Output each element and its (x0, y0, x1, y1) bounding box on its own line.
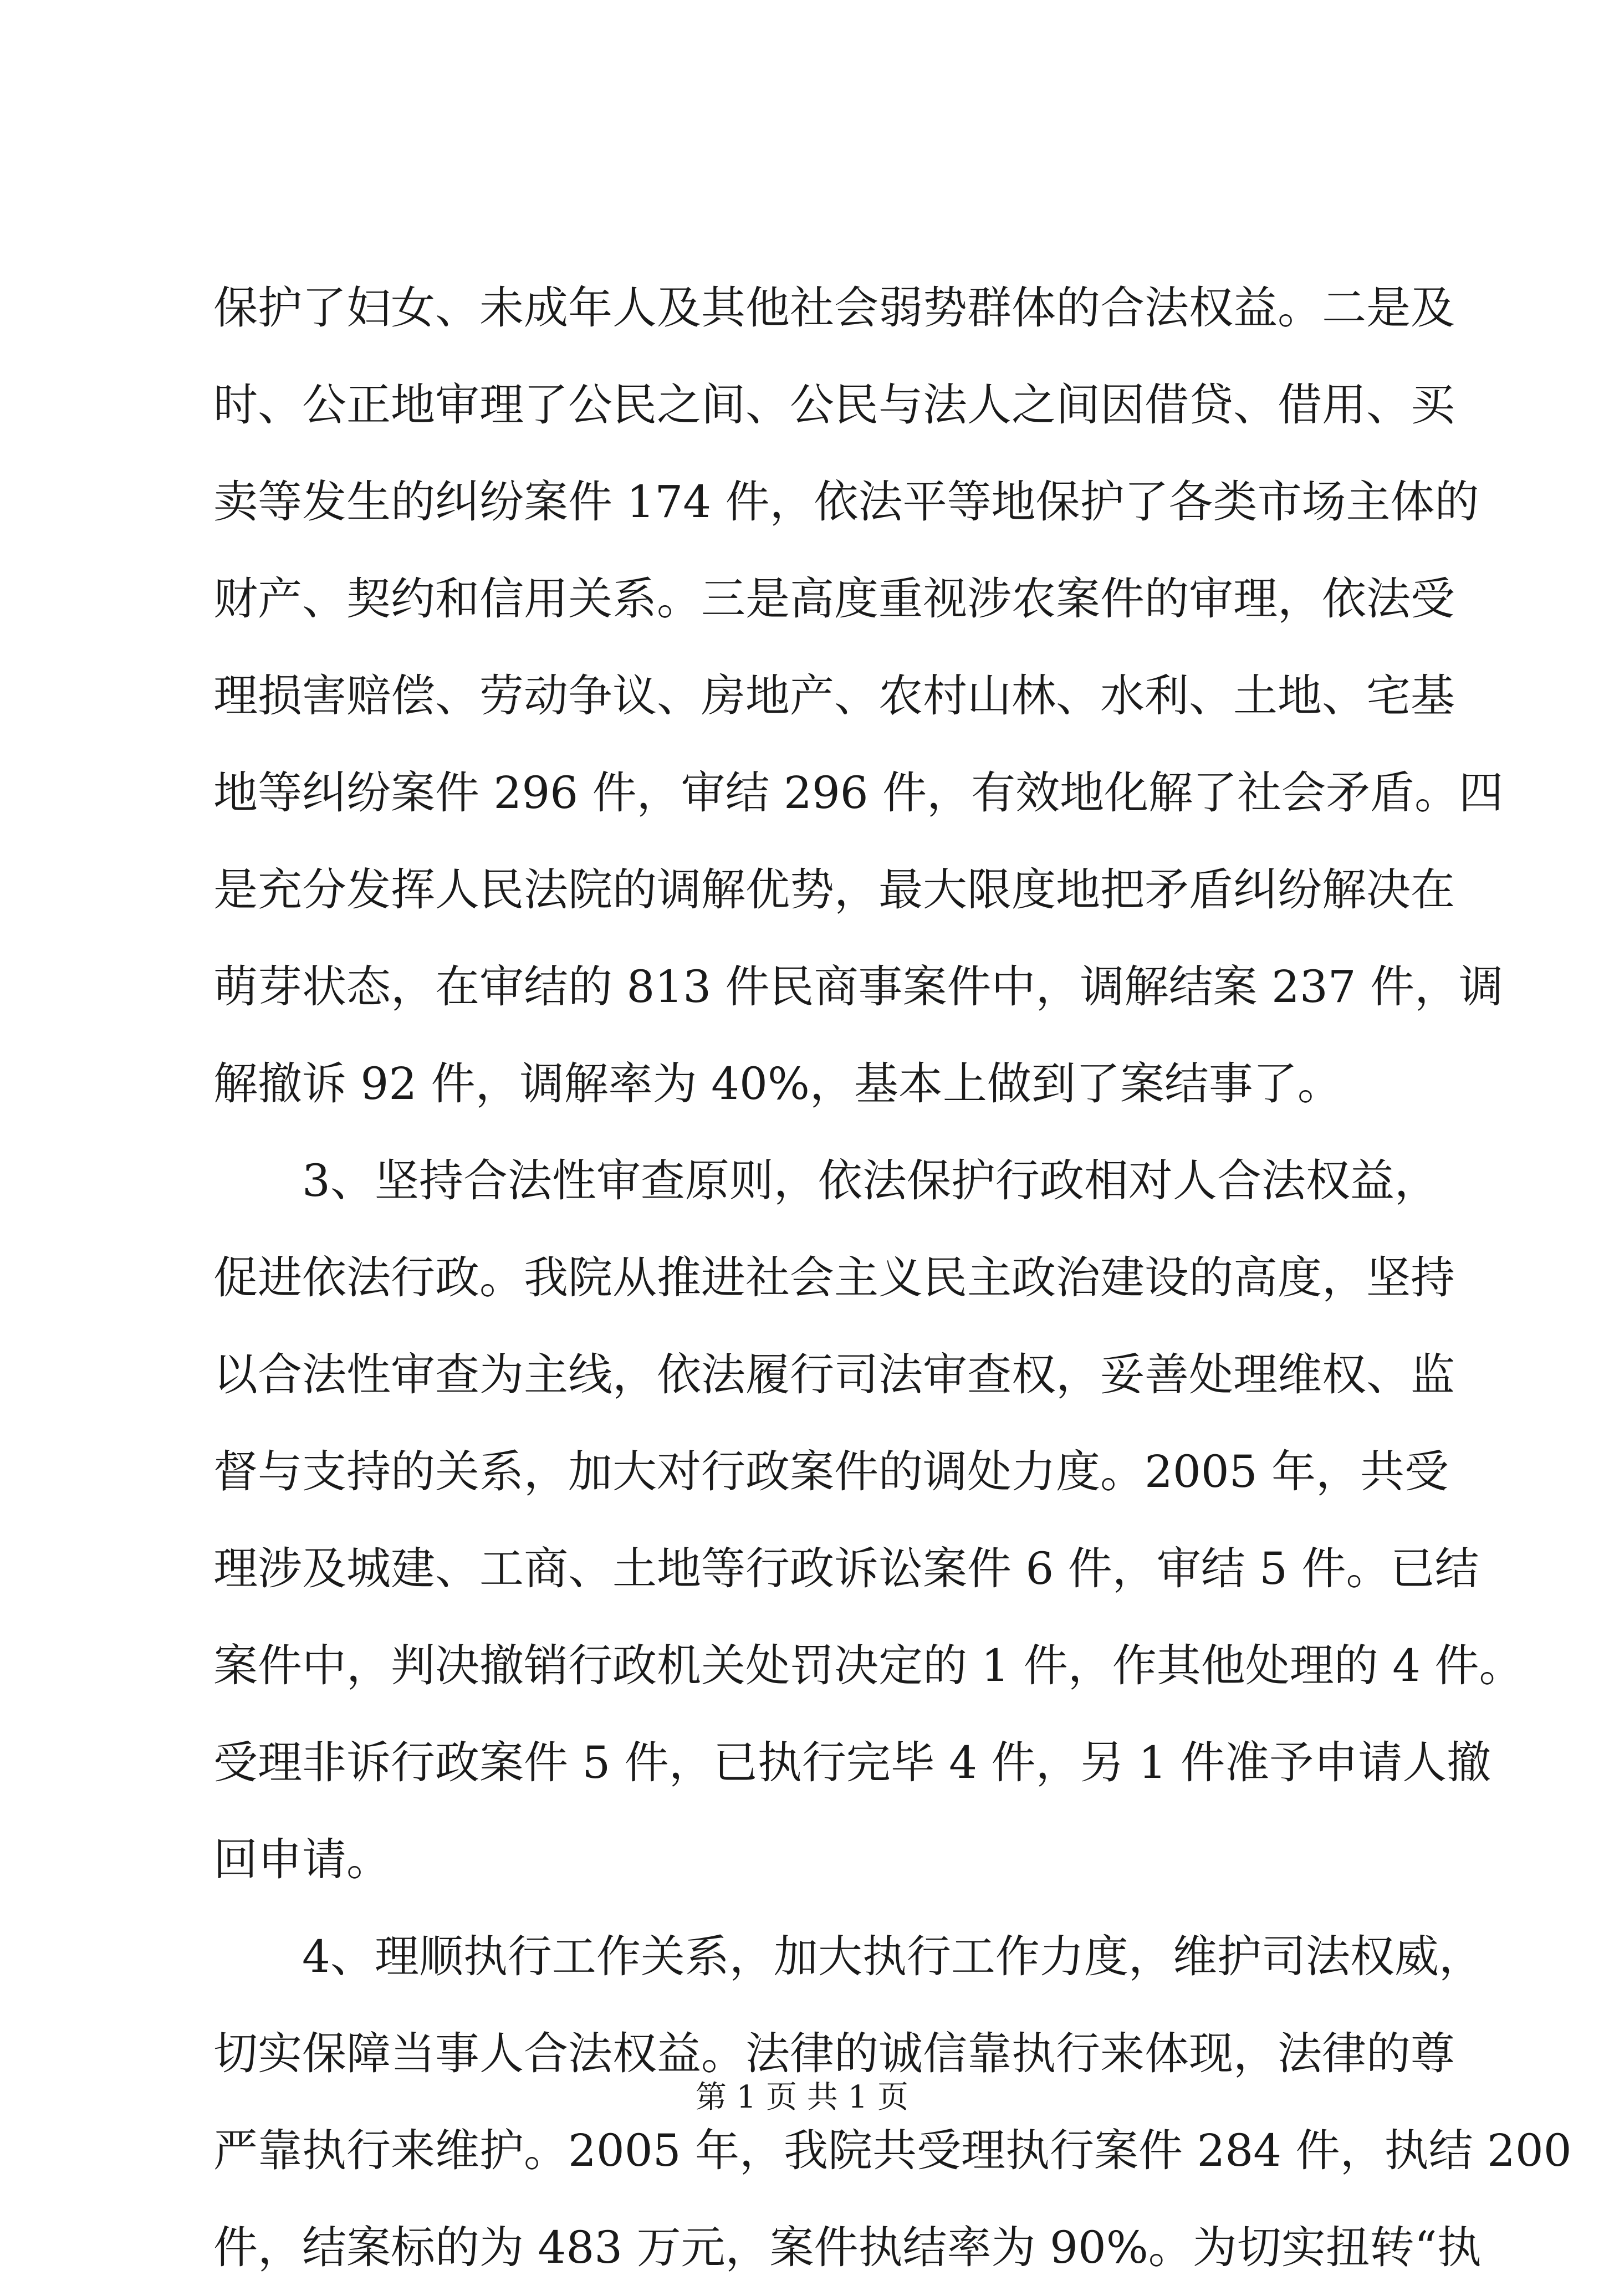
text-line: 严靠执行来维护。2005 年，我院共受理执行案件 284 件，执结 200 (213, 2125, 1572, 2176)
text-line: 督与支持的关系，加大对行政案件的调处力度。2005 年，共受 (213, 1446, 1449, 1497)
text-line: 地等纠纷案件 296 件，审结 296 件，有效地化解了社会矛盾。四 (213, 767, 1504, 819)
text-line: 财产、契约和信用关系。三是高度重视涉农案件的审理，依法受 (213, 573, 1455, 625)
text-line: 时、公正地审理了公民之间、公民与法人之间因借贷、借用、买 (213, 379, 1455, 431)
text-line: 受理非诉行政案件 5 件，已执行完毕 4 件，另 1 件准予申请人撤 (213, 1737, 1491, 1788)
text-line: 回申请。 (213, 1834, 391, 1885)
text-line: 解撤诉 92 件，调解率为 40%，基本上做到了案结事了。 (213, 1058, 1342, 1109)
text-line: 是充分发挥人民法院的调解优势，最大限度地把矛盾纠纷解决在 (213, 864, 1455, 916)
text-line: 理涉及城建、工商、土地等行政诉讼案件 6 件，审结 5 件。已结 (213, 1543, 1479, 1594)
text-line: 4、理顺执行工作关系，加大执行工作力度，维护司法权威， (302, 1931, 1483, 1982)
text-line: 以合法性审查为主线，依法履行司法审查权，妥善处理维权、监 (213, 1349, 1455, 1400)
text-line: 保护了妇女、未成年人及其他社会弱势群体的合法权益。二是及 (213, 282, 1455, 334)
paragraph-2 (213, 1132, 1524, 1908)
text-line: 萌芽状态，在审结的 813 件民商事案件中，调解结案 237 件，调 (213, 961, 1504, 1013)
text-line: 促进依法行政。我院从推进社会主义民主政治建设的高度，坚持 (213, 1252, 1455, 1303)
page-number-footer: 第 1 页 共 1 页 (695, 2079, 909, 2115)
document-body (213, 259, 1572, 2296)
text-line: 3、坚持合法性审查原则，依法保护行政相对人合法权益， (302, 1155, 1439, 1206)
text-line: 案件中，判决撤销行政机关处罚决定的 1 件，作其他处理的 4 件。 (213, 1640, 1524, 1691)
text-line: 卖等发生的纠纷案件 174 件，依法平等地保护了各类市场主体的 (213, 476, 1479, 528)
text-line: 切实保障当事人合法权益。法律的诚信靠执行来体现，法律的尊 (213, 2028, 1455, 2079)
text-line: 件，结案标的为 483 万元，案件执结率为 90%。为切实扭转“执 (213, 2222, 1482, 2273)
text-line: 理损害赔偿、劳动争议、房地产、农村山林、水利、土地、宅基 (213, 670, 1455, 722)
paragraph-1 (213, 259, 1504, 1132)
